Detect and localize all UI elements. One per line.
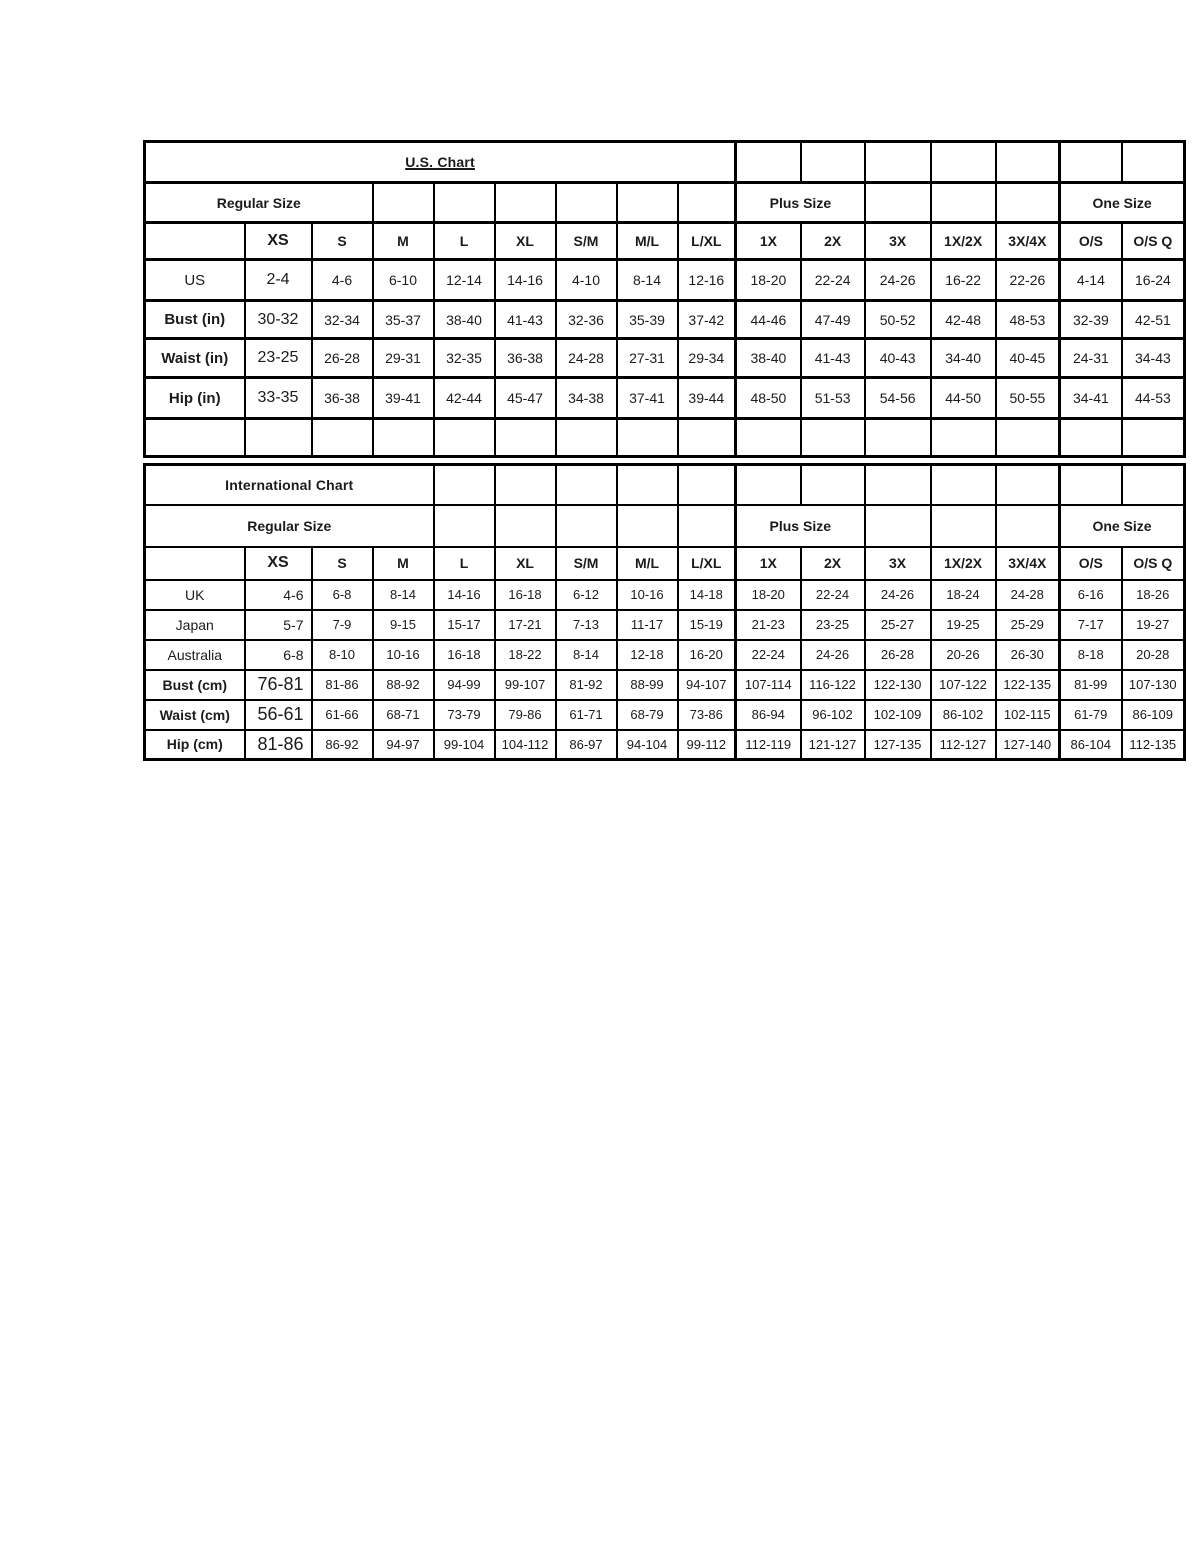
column-header: S <box>312 547 373 580</box>
size-cell: 29-31 <box>373 339 434 378</box>
empty-cell <box>678 465 736 505</box>
column-header: M <box>373 223 434 260</box>
size-cell: 86-97 <box>556 730 617 760</box>
size-group-row <box>145 505 1185 547</box>
table-row <box>145 700 1185 730</box>
size-cell: 34-41 <box>1060 378 1122 419</box>
size-cell: 26-28 <box>865 640 931 670</box>
size-cell: 56-61 <box>245 700 312 730</box>
size-cell: 102-109 <box>865 700 931 730</box>
empty-cell <box>736 419 801 457</box>
chart-title-text: U.S. Chart <box>405 154 475 170</box>
size-cell: 27-31 <box>617 339 678 378</box>
table-row <box>145 580 1185 610</box>
column-header: O/S <box>1060 547 1122 580</box>
empty-cell <box>736 142 801 183</box>
empty-cell <box>996 465 1060 505</box>
size-cell: 25-29 <box>996 610 1060 640</box>
size-cell: 24-26 <box>865 580 931 610</box>
empty-cell <box>865 419 931 457</box>
size-cell: 44-50 <box>931 378 996 419</box>
size-cell: 38-40 <box>736 339 801 378</box>
column-header: XL <box>495 547 556 580</box>
size-cell: 19-25 <box>931 610 996 640</box>
column-header: L <box>434 547 495 580</box>
size-cell: 16-24 <box>1122 260 1185 301</box>
size-cell: 10-16 <box>617 580 678 610</box>
size-cell: 51-53 <box>801 378 865 419</box>
column-header: 3X <box>865 223 931 260</box>
empty-cell <box>996 183 1060 223</box>
size-cell: 94-107 <box>678 670 736 700</box>
row-label: Waist (in) <box>145 339 245 378</box>
size-cell: 6-10 <box>373 260 434 301</box>
size-cell: 96-102 <box>801 700 865 730</box>
empty-cell <box>678 183 736 223</box>
size-cell: 16-18 <box>495 580 556 610</box>
row-label: Hip (in) <box>145 378 245 419</box>
size-cell: 20-28 <box>1122 640 1185 670</box>
row-label: Waist (cm) <box>145 700 245 730</box>
size-cell: 86-109 <box>1122 700 1185 730</box>
size-cell: 22-26 <box>996 260 1060 301</box>
size-cell: 8-14 <box>617 260 678 301</box>
empty-cell <box>1122 142 1185 183</box>
one-size-label: One Size <box>1060 505 1185 547</box>
size-cell: 4-14 <box>1060 260 1122 301</box>
size-cell: 36-38 <box>312 378 373 419</box>
column-header: S/M <box>556 547 617 580</box>
size-cell: 86-94 <box>736 700 801 730</box>
size-header-row <box>145 223 1185 260</box>
column-header: O/S Q <box>1122 547 1185 580</box>
size-cell: 32-36 <box>556 301 617 339</box>
one-size-label: One Size <box>1060 183 1185 223</box>
size-cell: 94-97 <box>373 730 434 760</box>
size-cell: 18-26 <box>1122 580 1185 610</box>
table-row <box>145 260 1185 301</box>
column-header: 1X <box>736 223 801 260</box>
empty-cell <box>434 465 495 505</box>
empty-cell <box>996 419 1060 457</box>
size-cell: 86-92 <box>312 730 373 760</box>
size-cell: 8-18 <box>1060 640 1122 670</box>
size-cell: 8-10 <box>312 640 373 670</box>
empty-cell <box>145 419 245 457</box>
empty-cell <box>617 183 678 223</box>
size-cell: 61-71 <box>556 700 617 730</box>
header-spacer-cell <box>145 223 245 260</box>
empty-cell <box>865 183 931 223</box>
size-cell: 42-48 <box>931 301 996 339</box>
size-cell: 23-25 <box>801 610 865 640</box>
table-row <box>145 640 1185 670</box>
size-cell: 122-130 <box>865 670 931 700</box>
empty-cell <box>736 465 801 505</box>
column-header: 3X <box>865 547 931 580</box>
column-header: O/S Q <box>1122 223 1185 260</box>
size-cell: 6-12 <box>556 580 617 610</box>
size-cell: 2-4 <box>245 260 312 301</box>
size-cell: 73-79 <box>434 700 495 730</box>
size-cell: 12-14 <box>434 260 495 301</box>
size-cell: 48-50 <box>736 378 801 419</box>
size-cell: 86-102 <box>931 700 996 730</box>
column-header: XS <box>245 547 312 580</box>
size-cell: 61-66 <box>312 700 373 730</box>
empty-cell <box>996 142 1060 183</box>
size-cell: 44-53 <box>1122 378 1185 419</box>
empty-cell <box>1060 419 1122 457</box>
column-header: 1X/2X <box>931 547 996 580</box>
empty-cell <box>617 505 678 547</box>
size-cell: 14-16 <box>434 580 495 610</box>
size-cell: 39-44 <box>678 378 736 419</box>
size-cell: 40-43 <box>865 339 931 378</box>
size-cell: 17-21 <box>495 610 556 640</box>
size-cell: 54-56 <box>865 378 931 419</box>
regular-size-label: Regular Size <box>145 505 434 547</box>
size-cell: 81-86 <box>312 670 373 700</box>
chart-title <box>145 142 736 183</box>
column-header: 2X <box>801 547 865 580</box>
size-cell: 15-19 <box>678 610 736 640</box>
empty-cell <box>556 505 617 547</box>
row-label: US <box>145 260 245 301</box>
table-row <box>145 670 1185 700</box>
size-cell: 4-6 <box>245 580 312 610</box>
size-cell: 112-119 <box>736 730 801 760</box>
row-label: Australia <box>145 640 245 670</box>
size-cell: 81-92 <box>556 670 617 700</box>
empty-cell <box>865 505 931 547</box>
size-cell: 7-17 <box>1060 610 1122 640</box>
empty-cell <box>865 142 931 183</box>
empty-cell <box>495 465 556 505</box>
regular-size-label: Regular Size <box>145 183 373 223</box>
empty-cell <box>434 505 495 547</box>
empty-cell <box>931 505 996 547</box>
size-cell: 6-8 <box>312 580 373 610</box>
size-cell: 48-53 <box>996 301 1060 339</box>
size-cell: 36-38 <box>495 339 556 378</box>
table-row <box>145 730 1185 760</box>
size-cell: 12-18 <box>617 640 678 670</box>
size-cell: 50-55 <box>996 378 1060 419</box>
size-cell: 21-23 <box>736 610 801 640</box>
size-cell: 79-86 <box>495 700 556 730</box>
column-header: XS <box>245 223 312 260</box>
empty-cell <box>931 465 996 505</box>
size-cell: 107-130 <box>1122 670 1185 700</box>
size-cell: 16-20 <box>678 640 736 670</box>
size-cell: 41-43 <box>495 301 556 339</box>
size-cell: 23-25 <box>245 339 312 378</box>
column-header: 3X/4X <box>996 223 1060 260</box>
size-cell: 107-122 <box>931 670 996 700</box>
plus-size-label: Plus Size <box>736 505 865 547</box>
size-cell: 112-127 <box>931 730 996 760</box>
size-cell: 22-24 <box>801 580 865 610</box>
size-cell: 8-14 <box>556 640 617 670</box>
size-cell: 32-39 <box>1060 301 1122 339</box>
empty-cell <box>617 419 678 457</box>
size-cell: 22-24 <box>801 260 865 301</box>
size-cell: 122-135 <box>996 670 1060 700</box>
size-cell: 88-92 <box>373 670 434 700</box>
size-cell: 94-99 <box>434 670 495 700</box>
us-size-table <box>143 140 1186 458</box>
empty-cell <box>373 183 434 223</box>
table-row <box>145 378 1185 419</box>
size-cell: 6-8 <box>245 640 312 670</box>
column-header: 1X/2X <box>931 223 996 260</box>
empty-cell <box>1122 419 1185 457</box>
empty-cell <box>801 419 865 457</box>
size-cell: 42-44 <box>434 378 495 419</box>
column-header: 1X <box>736 547 801 580</box>
size-cell: 24-28 <box>556 339 617 378</box>
size-cell: 10-16 <box>373 640 434 670</box>
column-header: 3X/4X <box>996 547 1060 580</box>
size-cell: 47-49 <box>801 301 865 339</box>
size-cell: 99-112 <box>678 730 736 760</box>
size-cell: 34-43 <box>1122 339 1185 378</box>
empty-cell <box>678 505 736 547</box>
empty-cell <box>801 465 865 505</box>
size-cell: 7-13 <box>556 610 617 640</box>
size-cell: 19-27 <box>1122 610 1185 640</box>
size-cell: 121-127 <box>801 730 865 760</box>
empty-cell <box>617 465 678 505</box>
empty-cell <box>678 419 736 457</box>
size-cell: 94-104 <box>617 730 678 760</box>
size-chart-sheet <box>143 140 1186 761</box>
size-cell: 18-20 <box>736 580 801 610</box>
empty-cell <box>1122 465 1185 505</box>
size-cell: 15-17 <box>434 610 495 640</box>
size-cell: 4-10 <box>556 260 617 301</box>
column-header: L/XL <box>678 547 736 580</box>
empty-cell <box>556 465 617 505</box>
size-cell: 24-31 <box>1060 339 1122 378</box>
table-row <box>145 339 1185 378</box>
size-cell: 9-15 <box>373 610 434 640</box>
size-cell: 5-7 <box>245 610 312 640</box>
column-header: XL <box>495 223 556 260</box>
size-cell: 68-71 <box>373 700 434 730</box>
size-cell: 16-18 <box>434 640 495 670</box>
size-cell: 50-52 <box>865 301 931 339</box>
empty-cell <box>312 419 373 457</box>
empty-cell <box>556 183 617 223</box>
size-cell: 35-39 <box>617 301 678 339</box>
size-cell: 37-42 <box>678 301 736 339</box>
empty-cell <box>556 419 617 457</box>
size-cell: 24-26 <box>865 260 931 301</box>
size-header-row <box>145 547 1185 580</box>
size-cell: 102-115 <box>996 700 1060 730</box>
size-cell: 7-9 <box>312 610 373 640</box>
size-cell: 30-32 <box>245 301 312 339</box>
size-cell: 41-43 <box>801 339 865 378</box>
size-cell: 86-104 <box>1060 730 1122 760</box>
size-cell: 24-26 <box>801 640 865 670</box>
size-cell: 45-47 <box>495 378 556 419</box>
size-cell: 26-30 <box>996 640 1060 670</box>
empty-cell <box>1060 142 1122 183</box>
empty-cell <box>931 419 996 457</box>
size-cell: 12-16 <box>678 260 736 301</box>
size-cell: 104-112 <box>495 730 556 760</box>
empty-cell <box>495 419 556 457</box>
size-cell: 4-6 <box>312 260 373 301</box>
size-cell: 38-40 <box>434 301 495 339</box>
size-cell: 32-34 <box>312 301 373 339</box>
column-header: S <box>312 223 373 260</box>
size-cell: 35-37 <box>373 301 434 339</box>
size-cell: 40-45 <box>996 339 1060 378</box>
row-label: Hip (cm) <box>145 730 245 760</box>
row-label: Bust (in) <box>145 301 245 339</box>
size-cell: 76-81 <box>245 670 312 700</box>
size-cell: 34-40 <box>931 339 996 378</box>
empty-cell <box>495 505 556 547</box>
empty-cell <box>1060 465 1122 505</box>
chart-title <box>145 465 434 505</box>
size-cell: 34-38 <box>556 378 617 419</box>
size-cell: 20-26 <box>931 640 996 670</box>
column-header: M <box>373 547 434 580</box>
size-cell: 68-79 <box>617 700 678 730</box>
empty-cell <box>245 419 312 457</box>
column-header: L/XL <box>678 223 736 260</box>
size-cell: 6-16 <box>1060 580 1122 610</box>
column-header: S/M <box>556 223 617 260</box>
header-spacer-cell <box>145 547 245 580</box>
size-cell: 14-18 <box>678 580 736 610</box>
size-cell: 42-51 <box>1122 301 1185 339</box>
size-cell: 99-107 <box>495 670 556 700</box>
row-label: UK <box>145 580 245 610</box>
size-cell: 22-24 <box>736 640 801 670</box>
size-cell: 25-27 <box>865 610 931 640</box>
size-cell: 81-86 <box>245 730 312 760</box>
size-cell: 44-46 <box>736 301 801 339</box>
size-cell: 26-28 <box>312 339 373 378</box>
size-cell: 37-41 <box>617 378 678 419</box>
empty-cell <box>996 505 1060 547</box>
size-cell: 14-16 <box>495 260 556 301</box>
size-cell: 127-135 <box>865 730 931 760</box>
empty-cell <box>495 183 556 223</box>
international-size-table <box>143 463 1186 761</box>
size-cell: 116-122 <box>801 670 865 700</box>
empty-cell <box>931 183 996 223</box>
size-cell: 16-22 <box>931 260 996 301</box>
column-header: O/S <box>1060 223 1122 260</box>
size-cell: 8-14 <box>373 580 434 610</box>
size-cell: 81-99 <box>1060 670 1122 700</box>
size-cell: 88-99 <box>617 670 678 700</box>
chart-title-text: International Chart <box>225 476 354 493</box>
empty-cell <box>801 142 865 183</box>
size-cell: 39-41 <box>373 378 434 419</box>
table-row <box>145 301 1185 339</box>
size-cell: 18-24 <box>931 580 996 610</box>
empty-cell <box>865 465 931 505</box>
empty-cell <box>434 419 495 457</box>
chart-title-row <box>145 465 1185 505</box>
row-label: Japan <box>145 610 245 640</box>
size-cell: 99-104 <box>434 730 495 760</box>
size-cell: 73-86 <box>678 700 736 730</box>
size-cell: 33-35 <box>245 378 312 419</box>
size-cell: 18-22 <box>495 640 556 670</box>
size-cell: 127-140 <box>996 730 1060 760</box>
plus-size-label: Plus Size <box>736 183 865 223</box>
row-label: Bust (cm) <box>145 670 245 700</box>
empty-cell <box>931 142 996 183</box>
empty-cell <box>434 183 495 223</box>
size-cell: 18-20 <box>736 260 801 301</box>
table-row <box>145 610 1185 640</box>
size-cell: 24-28 <box>996 580 1060 610</box>
size-cell: 29-34 <box>678 339 736 378</box>
column-header: 2X <box>801 223 865 260</box>
empty-row <box>145 419 1185 457</box>
empty-cell <box>373 419 434 457</box>
size-cell: 61-79 <box>1060 700 1122 730</box>
column-header: L <box>434 223 495 260</box>
chart-title-row <box>145 142 1185 183</box>
size-cell: 11-17 <box>617 610 678 640</box>
size-cell: 112-135 <box>1122 730 1185 760</box>
size-group-row <box>145 183 1185 223</box>
column-header: M/L <box>617 547 678 580</box>
column-header: M/L <box>617 223 678 260</box>
size-cell: 32-35 <box>434 339 495 378</box>
size-cell: 107-114 <box>736 670 801 700</box>
